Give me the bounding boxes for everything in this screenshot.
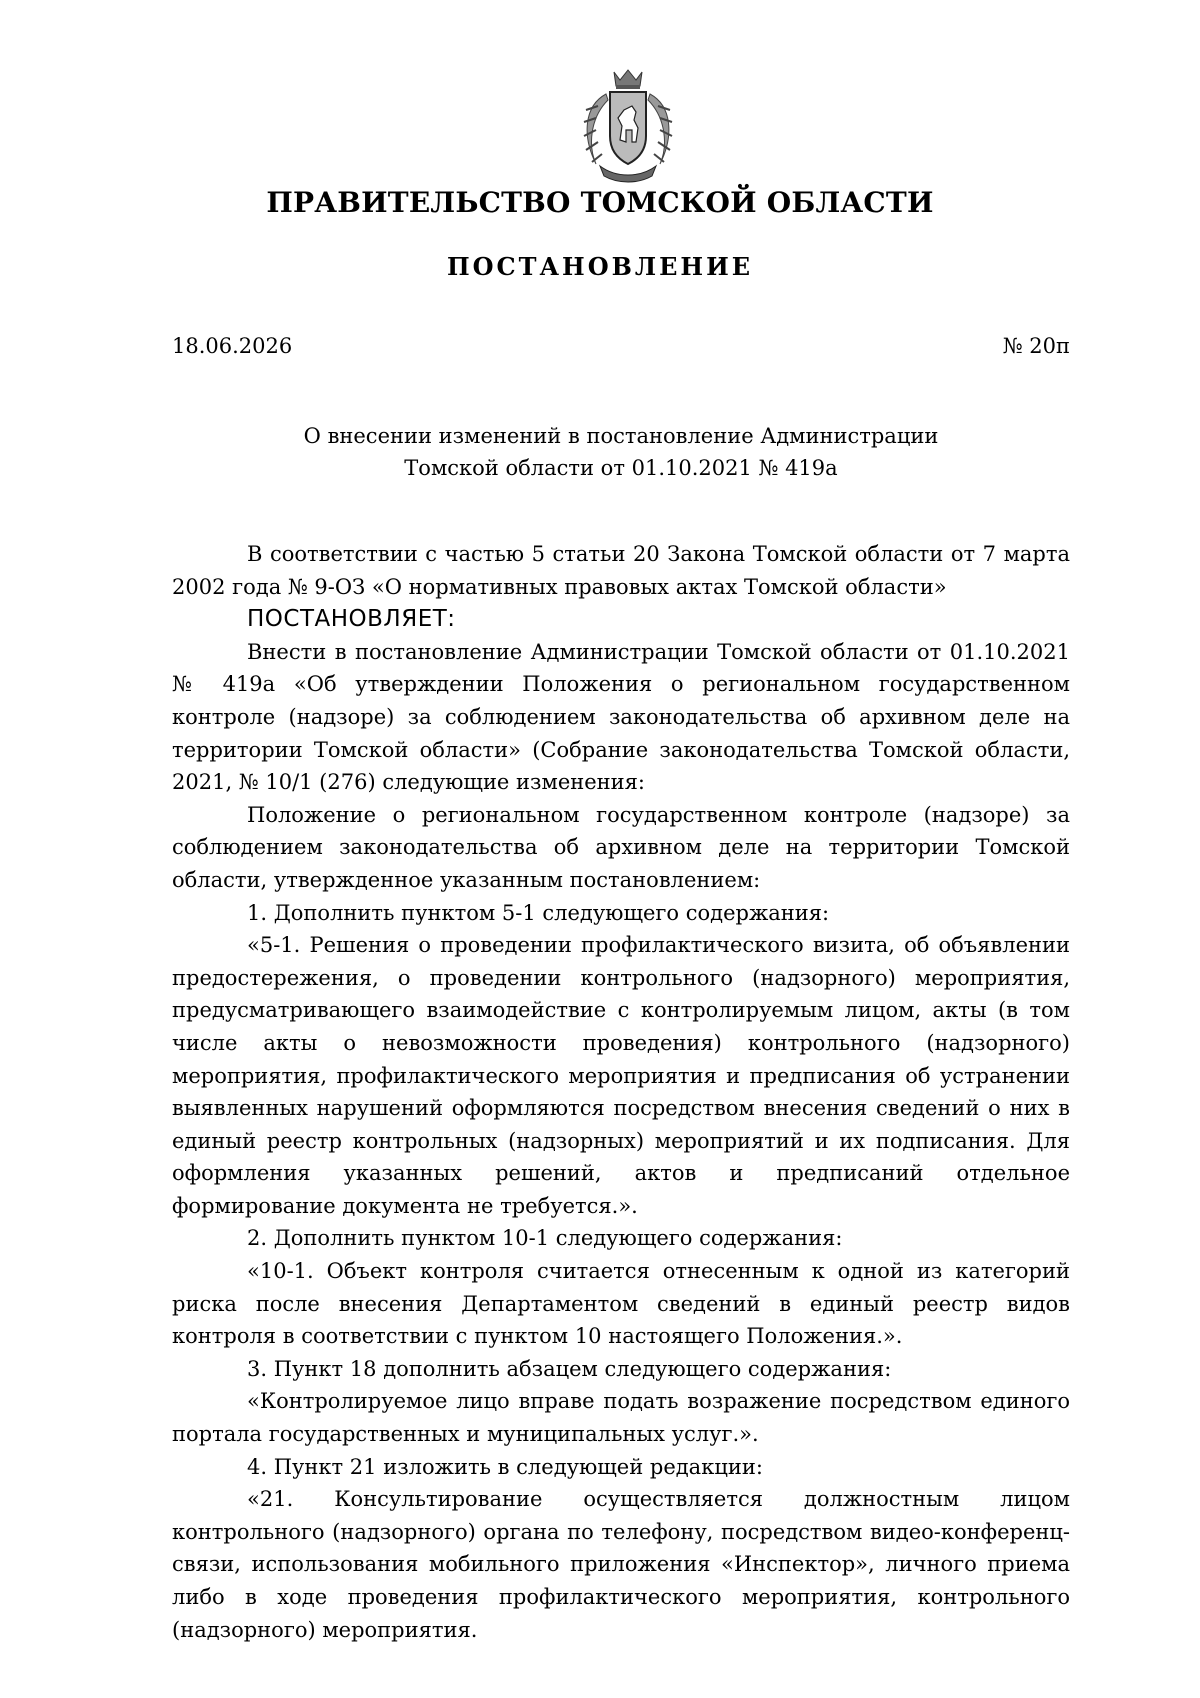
body-paragraph: 2. Дополнить пунктом 10-1 следующего содержания: [247, 1226, 843, 1251]
body-paragraph: «5-1. Решения о проведении профилактического визита, об объявлении предостережения, о проведении контрольного (надзорного) мероприятия, предусматривающего взаимодействие с контролируемым лицом, акты (в том числе акты о невозможности проведения) контрольного (надзорного) мероприятия, профилактического мероприятия и предписания об устранении выявленных нарушений оформляются посредством внесения сведений о них в единый реестр контрольных (надзорных) мероприятий и их подписания. Для оформления указанных решений, актов и предписаний отдельное формирование документа не требуется.». [172, 933, 1070, 1218]
body-paragraph: «21. Консультирование осуществляется должностным лицом контрольного (надзорного) органа по телефону, посредством видео-конференц-связи, использования мобильного приложения «Инспектор», личного приема либо в ходе проведения профилактического мероприятия, контрольного (надзорного) мероприятия. [172, 1487, 1070, 1642]
document-subject [172, 420, 1070, 484]
resolves-heading: ПОСТАНОВЛЯЕТ: [247, 606, 456, 633]
body-paragraph: 4. Пункт 21 изложить в следующей редакции: [247, 1454, 763, 1479]
body-paragraph: В соответствии с частью 5 статьи 20 Закона Томской области от 7 марта 2002 года № 9-ОЗ «О нормативных правовых актах Томской области» [172, 542, 1070, 599]
date-number-line [172, 334, 1070, 358]
body-paragraph: 3. Пункт 18 дополнить абзацем следующего содержания: [247, 1356, 892, 1381]
body-paragraph: Положение о региональном государственном контроле (надзоре) за соблюдением законодательства об архивном деле на территории Томской области, утвержденное указанным постановлением: [172, 802, 1070, 892]
document-number: № 20п [1002, 334, 1070, 358]
body-paragraph: 1. Дополнить пунктом 5-1 следующего содержания: [247, 900, 830, 925]
document-body [172, 538, 1070, 1646]
coat-of-arms-icon [576, 66, 680, 186]
document-date: 18.06.2026 [172, 334, 293, 358]
body-paragraph: «Контролируемое лицо вправе подать возражение посредством единого портала государственных и муниципальных услуг.». [172, 1389, 1070, 1447]
organization-title: ПРАВИТЕЛЬСТВО ТОМСКОЙ ОБЛАСТИ [266, 186, 934, 219]
subject-line: Томской области от 01.10.2021 № 419а [404, 456, 838, 480]
document-type-heading: ПОСТАНОВЛЕНИЕ [446, 252, 754, 281]
subject-line: О внесении изменений в постановление Администрации [303, 424, 939, 448]
body-paragraph: «10-1. Объект контроля считается отнесенным к одной из категорий риска после внесения Департаментом сведений в единый реестр видов контроля в соответствии с пунктом 10 настоящего Положения.». [172, 1259, 1070, 1349]
body-paragraph: Внести в постановление Администрации Томской области от 01.10.2021 № 419а «Об утверждении Положения о региональном государственном контроле (надзоре) за соблюдением законодательства об архивном деле на территории Томской области» (Собрание законодательства Томской области, 2021, № 10/1 (276) следующие изменения: [172, 639, 1070, 795]
